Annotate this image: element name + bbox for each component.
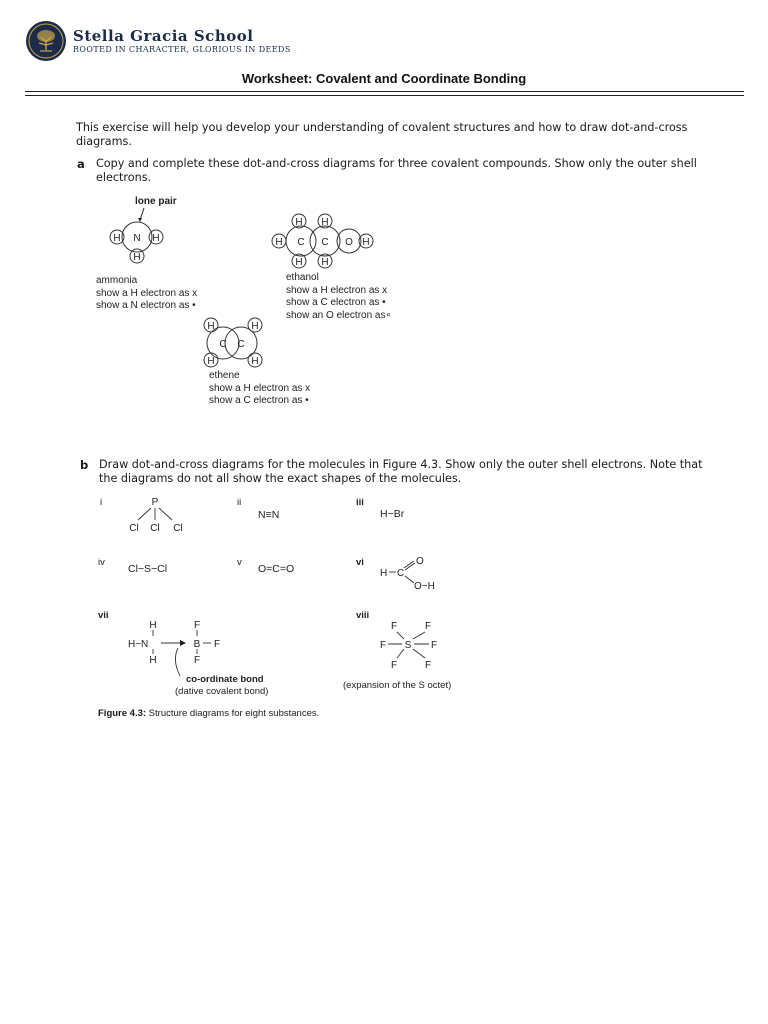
ethanol-h2: H: [295, 217, 303, 228]
nh3-h-bottom: H: [149, 655, 157, 666]
ethanol-diagram: [266, 210, 378, 272]
pcl3-cl1: Cl: [129, 523, 139, 534]
coord-bond-label: co-ordinate bond: [186, 674, 264, 685]
figure-caption-label: Figure 4.3:: [98, 708, 147, 719]
nh3-hn: H−N: [128, 639, 149, 650]
numeral-viii: viii: [356, 610, 370, 621]
part-a-text: Copy and complete these dot-and-cross diagrams for three covalent compounds. Show only the outer shell electrons.: [96, 157, 697, 184]
numeral-v: v: [237, 557, 242, 568]
hcooh-h: H: [380, 568, 388, 579]
title-rule: [25, 91, 744, 92]
n2-structure: N≡N: [258, 509, 280, 521]
octet-label: (expansion of the S octet): [343, 680, 452, 691]
ethene-h4: H: [251, 356, 259, 367]
sf6-f4: F: [430, 640, 438, 651]
sf6-f2: F: [424, 621, 432, 632]
ethanol-o: O: [345, 237, 353, 248]
ethanol-h5: H: [321, 257, 329, 268]
ethene-line2: show a C electron as •: [209, 395, 309, 406]
ethene-c1: C: [219, 339, 227, 350]
lone-pair-label: lone pair: [135, 196, 177, 207]
ammonia-h-right: H: [152, 233, 160, 244]
title-rule-thin: [25, 95, 744, 96]
ethene-name: ethene: [209, 370, 240, 381]
ethene-h2: H: [251, 321, 259, 332]
part-b-text: Draw dot-and-cross diagrams for the molecules in Figure 4.3. Show only the outer shell electrons. Note that the diagrams do not all show the exact shapes of the molecules.: [99, 458, 703, 485]
ethanol-c2: C: [321, 237, 329, 248]
hcooh-structure: [376, 552, 446, 592]
bf3-f-right: F: [213, 639, 221, 650]
ethanol-line3: show an O electron as∘: [286, 309, 392, 321]
hcooh-o: O: [416, 556, 424, 567]
numeral-vi: vi: [356, 557, 364, 568]
school-name: Stella Gracia School: [73, 27, 254, 45]
nh3-h-top: H: [149, 620, 157, 631]
ammonia-h-left: H: [113, 233, 121, 244]
bf3-b: B: [193, 639, 201, 650]
sf6-f3: F: [379, 640, 387, 651]
hcooh-oh: O−H: [414, 581, 435, 592]
pcl3-structure: [122, 494, 192, 536]
numeral-iii: iii: [356, 497, 364, 508]
intro-paragraph: This exercise will help you develop your understanding of covalent structures and how to draw dot-and-cross diagrams.: [76, 121, 688, 148]
ethene-caption: [209, 370, 310, 408]
ammonia-line1: show a H electron as x: [96, 287, 198, 299]
sf6-s: S: [404, 640, 412, 651]
part-a-label: a: [77, 157, 85, 171]
sf6-f6: F: [424, 660, 432, 671]
bf3-f-top: F: [193, 620, 201, 631]
numeral-iv: iv: [98, 557, 105, 568]
hbr-structure: H−Br: [380, 508, 405, 520]
ethene-line1: show a H electron as x: [209, 382, 311, 394]
ammonia-line2: show a N electron as •: [96, 300, 196, 311]
ethanol-h4: H: [295, 257, 303, 268]
ammonia-h-bottom: H: [133, 252, 141, 263]
ethanol-h6: H: [362, 237, 370, 248]
pcl3-cl2: Cl: [150, 523, 160, 534]
numeral-i: i: [100, 497, 103, 508]
ethanol-line2: show a C electron as •: [286, 297, 386, 308]
sf6-f1: F: [390, 621, 398, 632]
ethanol-line1: show a H electron as x: [286, 284, 388, 296]
pcl3-cl3: Cl: [173, 523, 183, 534]
coord-bond-sublabel: (dative covalent bond): [175, 686, 269, 697]
ethene-h3: H: [207, 356, 215, 367]
ethanol-name: ethanol: [286, 272, 319, 283]
ammonia-name: ammonia: [96, 275, 138, 286]
scl2-structure: Cl−S−Cl: [128, 563, 168, 575]
page-title: Worksheet: Covalent and Coordinate Bonding: [241, 71, 527, 86]
ammonia-n: N: [133, 233, 141, 244]
ethanol-h3: H: [321, 217, 329, 228]
hcooh-c: C: [397, 568, 405, 579]
ammonia-caption: [96, 275, 197, 313]
sf6-f5: F: [390, 660, 398, 671]
ethanol-caption: [286, 272, 392, 322]
figure-caption-text: Structure diagrams for eight substances.: [146, 708, 320, 719]
part-b-label: b: [80, 458, 89, 472]
ethanol-h1: H: [275, 237, 283, 248]
ethene-h1: H: [207, 321, 215, 332]
figure-caption: [98, 708, 319, 719]
numeral-vii: vii: [98, 610, 109, 621]
co2-structure: O=C=O: [258, 563, 295, 575]
pcl3-p: P: [151, 497, 159, 508]
ethene-diagram: [198, 316, 268, 372]
school-motto: ROOTED IN CHARACTER, GLORIOUS IN DEEDS: [73, 45, 291, 54]
ethene-c2: C: [237, 339, 245, 350]
sf6-structure: [375, 616, 445, 672]
school-logo: [25, 20, 67, 62]
ethanol-c1: C: [297, 237, 305, 248]
bf3-f-bottom: F: [193, 655, 201, 666]
ammonia-diagram: [100, 206, 175, 268]
numeral-ii: ii: [237, 497, 242, 508]
